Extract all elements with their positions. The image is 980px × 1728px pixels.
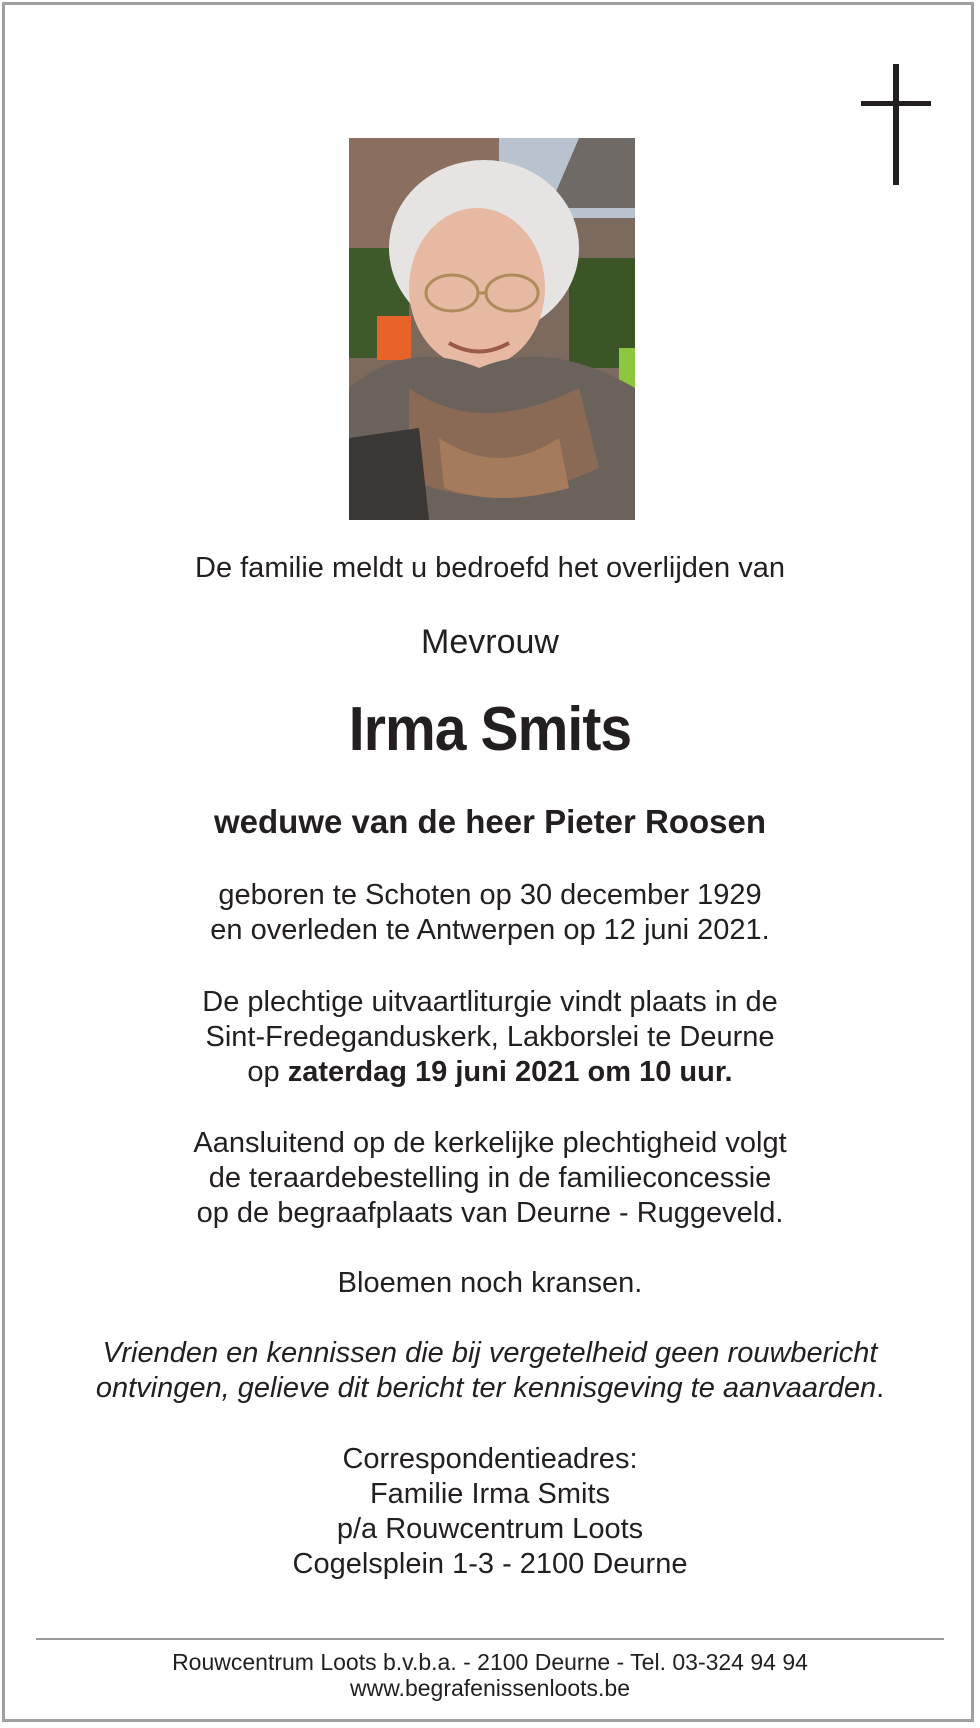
correspondence-address — [0, 1442, 980, 1582]
service-line-1: De plechtige uitvaartliturgie vindt plaats in de — [202, 986, 778, 1018]
burial-line-3: op de begraafplaats van Deurne - Ruggeveld. — [196, 1197, 784, 1229]
burial-line-2: de teraardebestelling in de familieconcessie — [208, 1162, 772, 1194]
birth-death-details — [0, 878, 980, 948]
burial-details — [0, 1126, 980, 1231]
cross-horizontal-bar — [861, 101, 931, 106]
portrait-photo — [349, 138, 635, 520]
address-street: Cogelsplein 1-3 - 2100 Deurne — [292, 1548, 688, 1580]
spouse-line: weduwe van de heer Pieter Roosen — [213, 803, 766, 840]
flowers-note: Bloemen noch kransen. — [337, 1267, 643, 1299]
service-line-2: Sint-Fredeganduskerk, Lakborslei te Deurne — [205, 1021, 775, 1053]
footer — [0, 1649, 980, 1701]
notice-line-1: Vrienden en kennissen die bij vergetelheid geen rouwbericht — [102, 1337, 878, 1369]
footer-company-line: Rouwcentrum Loots b.v.b.a. - 2100 Deurne - Tel. 03-324 94 94 — [172, 1649, 808, 1675]
footer-divider — [36, 1638, 944, 1640]
service-date-time: zaterdag 19 juni 2021 om 10 uur. — [287, 1056, 733, 1088]
cross-vertical-bar — [893, 64, 899, 185]
title-word: Mevrouw — [421, 623, 559, 661]
notice-line-2 — [0, 1371, 980, 1406]
birth-line: geboren te Schoten op 30 december 1929 — [218, 879, 762, 911]
address-family: Familie Irma Smits — [369, 1478, 611, 1510]
notice-period: . — [876, 1372, 885, 1404]
burial-line-1: Aansluitend op de kerkelijke plechtigheid volgt — [193, 1127, 787, 1159]
footer-website-link[interactable]: www.begrafenissenloots.be — [350, 1675, 630, 1701]
notification-notice — [0, 1336, 980, 1406]
address-heading: Correspondentieadres: — [342, 1443, 638, 1475]
service-line-3 — [0, 1055, 980, 1090]
funeral-service-details — [0, 985, 980, 1090]
service-date-prefix: op — [247, 1056, 288, 1088]
deceased-name: Irma Smits — [348, 695, 632, 764]
notice-line-2-text: ontvingen, gelieve dit bericht ter kennisgeving te aanvaarden — [95, 1372, 877, 1404]
intro-text: De familie meldt u bedroefd het overlijden van — [195, 552, 785, 584]
address-care-of: p/a Rouwcentrum Loots — [336, 1513, 644, 1545]
death-line: en overleden te Antwerpen op 12 juni 2021. — [210, 914, 770, 946]
